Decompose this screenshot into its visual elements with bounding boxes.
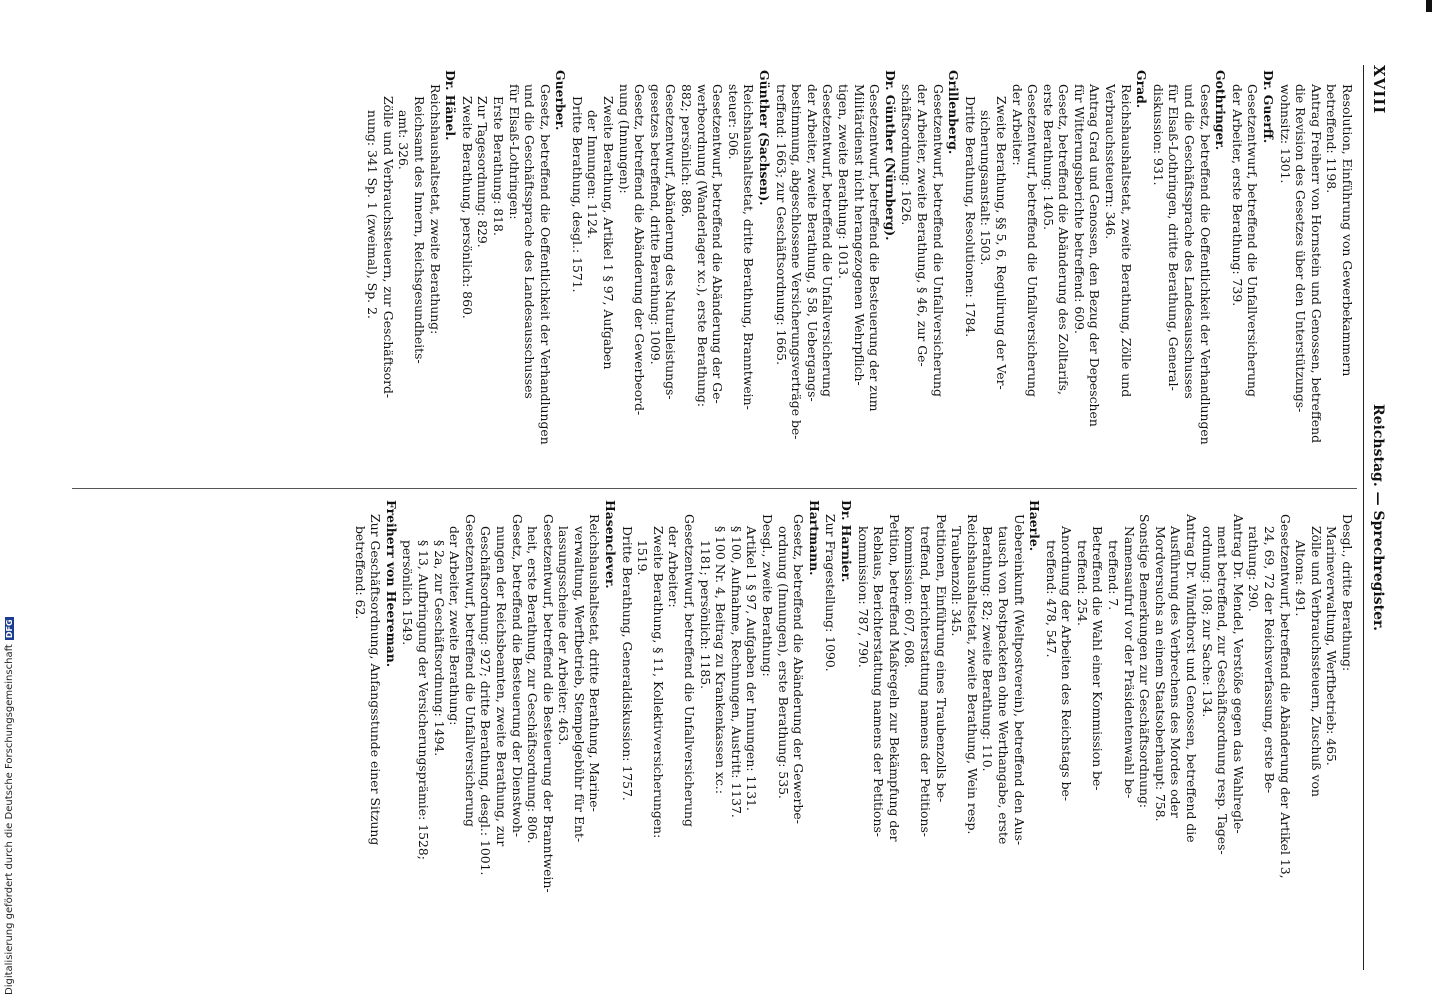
speaker-name: Gothringer. [1213, 70, 1229, 151]
register-entry-line: Gesetzentwurf, betreffend die Unfallversicherung [1245, 84, 1261, 397]
register-entry-line: Antrag Grad und Genossen, den Bezug der Depeschen [1087, 84, 1103, 427]
register-entry-line: diskussion: 931. [1150, 84, 1166, 186]
register-entry-line: schäftsordnung: 1626. [899, 84, 915, 226]
register-entry-line: Gesetzentwurf, betreffend die Besteuerung der zum [867, 84, 883, 412]
register-entry-line: heit, erste Berathung, zur Geschäftsordnung: 806. [525, 526, 541, 844]
register-entry-line: Erste Berathung: 818. [490, 96, 506, 236]
register-entry-line: Dritte Berathung, Generaldiskussion: 1757. [619, 526, 635, 801]
register-entry-line: Militärdienst nicht herangezogenen Wehrpflich- [851, 84, 867, 386]
register-entry-line: Reblaus, Berichterstattung namens der Petitions- [871, 526, 887, 837]
register-entry-line: erste Berathung: 1405. [1040, 84, 1056, 231]
register-entry-line: Zur Fragestellung: 1090. [823, 514, 839, 672]
register-entry-line: Uebereinkunft (Weltpostverein), betreffend den Aus- [1011, 514, 1027, 846]
running-title: Reichstag. — Sprechregister. [1370, 404, 1386, 631]
register-entry-line: betreffend: 1198. [1324, 84, 1340, 194]
register-entry-line: lassungsscheine der Arbeiter: 463. [556, 526, 572, 746]
register-entry-line: Gesetzentwurf, betreffend die Unfallversicherung [930, 84, 946, 397]
register-entry-line: werbeordnung (Wanderlager xc.), erste Berathung: [694, 84, 710, 407]
speaker-name: Hasenclever. [603, 500, 619, 589]
speaker-name: Freiherr von Heereman. [383, 500, 399, 668]
register-entry-line: Zweite Berathung, § 11, Kollektivversicherungen: [650, 526, 666, 839]
register-entry-line: kommission: 607, 608. [902, 526, 918, 668]
register-entry-line: tausch von Postpacketen ohne Werthangabe, erste [995, 526, 1011, 845]
register-entry-line: Gesetzentwurf, Abänderung des Naturalleistungs- [663, 84, 679, 400]
register-entry-line: Gesetz, betreffend die Abänderung der Gewerbeord- [632, 84, 648, 416]
register-entry-line: 24, 69, 72 der Reichsverfassung, erste Be- [1262, 526, 1278, 794]
register-entry-line: amt: 326. [396, 110, 412, 170]
register-entry-line: kommission: 787, 790. [855, 526, 871, 668]
register-entry-line: Petitionen, Einführung eines Traubenzolls be- [933, 514, 949, 803]
register-entry-line: verwaltung, Werftbetrieb, Stempelgebühr für Ent- [571, 526, 587, 843]
page-number: XVIII [1370, 65, 1388, 115]
speaker-name: Grillenberg. [946, 70, 962, 155]
register-entry-line: Zur Geschäftsordnung, Anfangsstunde einer Sitzung [368, 514, 384, 846]
register-entry-line: Zweite Berathung, §§ 5, 6, Regulirung der Ver- [993, 96, 1009, 390]
register-entry-line: der Arbeiter, zweite Berathung, § 58, Uebergangs- [804, 84, 820, 402]
register-entry-line: § 2a, zur Geschäftsordnung: 1494. [431, 540, 447, 757]
register-entry-line: Gesetz, betreffend die Abänderung der Gewerbe- [791, 514, 807, 824]
register-entry-line: bestimmung, abgeschlossene Versicherungsverträge be- [789, 84, 805, 440]
register-entry-line: treffend: 254. [1074, 540, 1090, 626]
register-entry-line: tigen, zweite Berathung: 1013. [836, 84, 851, 279]
register-entry-line: § 100 Nr. 4, Beitrag zu Krankenkassen xc.: [713, 526, 729, 795]
register-entry-line: Anordnung der Arbeiten des Reichstags be- [1059, 526, 1075, 802]
right-column [351, 500, 1354, 918]
speaker-name: Haerle. [1027, 500, 1043, 552]
register-entry-line: Altona: 491. [1293, 540, 1309, 617]
register-entry-line: der Arbeiter: [666, 526, 682, 608]
register-entry-line: Gesetzentwurf, betreffend die Besteuerung der Branntwein- [540, 514, 556, 893]
register-entry-line: Antrag Dr. Mendel, Verstöße gegen das Wahlregle- [1230, 514, 1246, 834]
register-entry-line: für Elsaß-Lothringen: [506, 84, 522, 220]
register-entry-line: ordnung: 108; zur Sache: 134. [1199, 526, 1215, 718]
edge-mark [1426, 0, 1432, 12]
register-entry-line: Petition, betreffend Maßregeln zur Bekämpfung der [886, 514, 902, 842]
register-entry-line: Antrag Freiherr von Hornstein und Genossen, betreffend [1308, 84, 1324, 444]
register-entry-line: Reichsamt des Innern, Reichsgesundheits- [411, 96, 427, 364]
register-entry-line: für Elsaß-Lothringen, dritte Berathung, General- [1166, 84, 1182, 391]
register-entry-line: für Witterungsberichte betreffend: 609. [1071, 84, 1087, 334]
register-entry-line: ordnung (Innungen), erste Berathung: 535. [775, 526, 791, 799]
speaker-name: Günther (Sachsen). [757, 70, 773, 206]
speaker-name: Dr. Hänel. [443, 70, 459, 141]
register-entry-line: Gesetz, betreffend die Oeffentlichkeit der Verhandlungen [1197, 84, 1213, 445]
speaker-name: Dr. Günther (Nürnberg). [882, 70, 898, 241]
register-entry-line: sicherungsanstalt: 1503. [978, 110, 994, 266]
register-entry-line: Reichshaushaltsetat, zweite Berathung: [427, 84, 443, 335]
register-entry-line: Mordversuchs an einem Staatsoberhaupt: 758. [1152, 526, 1168, 822]
register-entry-line: steuer: 506. [725, 84, 741, 160]
register-entry-line: nung: 341 Sp. 1 (zweimal), Sp. 2. [365, 110, 381, 319]
register-entry-line: nungen der Reichsbeamten, zweite Berathung, zur [493, 526, 509, 847]
register-entry-line: der Innungen: 1124. [585, 110, 601, 239]
register-entry-line: der Arbeiter, zweite Berathung: [447, 526, 463, 726]
speaker-name: Guerber. [553, 70, 569, 131]
register-entry-line: der Arbeiter, zweite Berathung, § 46, zur Ge- [914, 84, 930, 367]
register-entry-line: Gesetz, betreffend die Abänderung des Zolltarifs, [1056, 84, 1072, 395]
register-entry-line: Artikel 1 § 97, Aufgaben der Innungen: 1131. [744, 526, 760, 811]
register-entry-line: der Arbeiter: [1009, 84, 1025, 166]
register-entry-line: Gesetz, betreffend die Oeffentlichkeit der Verhandlungen [537, 84, 553, 445]
register-entry-line: Reichshaushaltsetat, zweite Berathung, Zölle und [1118, 84, 1134, 398]
register-entry-line: rathung: 290. [1246, 526, 1262, 612]
register-entry-line: Resolution, Einführung von Gewerbekammern [1340, 84, 1355, 377]
register-entry-line: 882; persönlich: 886. [679, 84, 695, 218]
register-entry-line: Zölle und Verbrauchssteuern, zur Geschäftsord- [380, 96, 396, 399]
register-entry-line: § 13, Aufbringung der Versicherungsprämie: 1528; [415, 540, 431, 860]
register-entry-line: Betreffend die Wahl einer Kommission be- [1090, 526, 1106, 791]
register-entry-line: nung (Innungen): [616, 84, 632, 194]
dfg-logo: DFG [5, 619, 14, 639]
register-entry-line: der Arbeiter, erste Berathung: 739. [1229, 84, 1245, 307]
page-header [1363, 65, 1390, 970]
register-entry-line: Reichshaushaltsetat, dritte Berathung, Branntwein- [741, 84, 757, 410]
register-entry-line: persönlich 1549. [400, 540, 416, 646]
register-entry-line: Zweite Berathung, Artikel 1 § 97, Aufgaben [601, 96, 617, 370]
register-entry-line: Zölle und Verbrauchssteuern, Zuschuß von [1308, 526, 1324, 797]
register-entry-line: die Revision des Gesetzes über den Unterstützungs- [1293, 84, 1309, 413]
register-entry-line: Verbrauchssteuern: 346. [1103, 84, 1119, 240]
register-entry-line: treffend, Berichterstattung namens der Petitions- [917, 526, 933, 837]
register-entry-line: Reichshaushaltsetat, zweite Berathung, Wein resp. [964, 514, 980, 835]
register-entry-line: Desgl., dritte Berathung: [1340, 514, 1355, 672]
speaker-name: Dr. Harnier. [839, 500, 854, 583]
register-entry-line: Marineverwaltung, Werftbetrieb: 465. [1324, 526, 1340, 766]
register-entry-line: Gesetz, betreffend die Besteuerung der Dienstwoh- [509, 514, 525, 838]
register-entry-line: Dritte Berathung, Resolutionen: 1784. [962, 96, 978, 338]
register-entry-line: Gesetzentwurf, betreffend die Unfallversicherung [682, 514, 698, 827]
register-entry-line: Gesetzentwurf, betreffend die Unfallversicherung [462, 514, 478, 827]
register-entry-line: Ausführung des Verbrechens des Mordes oder [1168, 526, 1184, 818]
register-entry-line: Berathung: 82; zweite Berathung: 110. [980, 526, 996, 772]
register-entry-line: Traubenzoll: 345. [949, 526, 965, 637]
left-column [364, 70, 1354, 488]
register-entry-line: Namensaufruf vor der Präsidentenwahl be- [1121, 526, 1137, 799]
register-entry-line: Dritte Berathung, desgl.: 1571. [569, 96, 585, 293]
register-entry-line: und die Geschäftssprache des Landesausschusses [522, 84, 538, 399]
register-entry-line: Gesetzentwurf, betreffend die Unfallversicherung [1025, 84, 1041, 397]
register-entry-line: und die Geschäftssprache des Landesausschusses [1182, 84, 1198, 399]
register-entry-line: Gesetzentwurf, betreffend die Unfallversicherung [820, 84, 836, 397]
register-entry-line: ment betreffend, zur Geschäftsordnung resp. Tages- [1215, 526, 1231, 855]
speaker-name: Grad. [1134, 70, 1150, 109]
footer-credit [4, 395, 15, 995]
register-entry-line: gesetzes betreffend, dritte Berathung: 1009. [647, 84, 663, 365]
register-entry-line: 1181; persönlich: 1185. [697, 540, 713, 690]
register-entry-line: Zweite Berathung, persönlich: 860. [459, 96, 475, 319]
register-entry-line: Geschäftsordnung: 927; dritte Berathung, desgl.: 1001. [478, 526, 494, 876]
footer-credit-text: Digitalisierung gefördert durch die Deutsche Forschungsgemeinschaft [4, 644, 15, 995]
register-entry-line: treffend: 1663; zur Geschäftsordnung: 1665. [773, 84, 789, 366]
register-entry-line: Zur Tagesordnung: 829. [475, 96, 491, 248]
register-entry-line: Desgl., zweite Berathung: [760, 514, 776, 677]
speaker-name: Hartmann. [806, 500, 822, 576]
register-entry-line: treffend: 7. [1106, 540, 1122, 611]
register-entry-line: Reichshaushaltsetat, dritte Berathung, Marine- [587, 514, 603, 812]
column-divider [72, 488, 1357, 489]
speaker-name: Dr. Guerff. [1261, 70, 1277, 144]
register-entry-line: 1519. [635, 540, 651, 576]
register-entry-line: Gesetzentwurf, betreffend die Abänderung der Artikel 13, [1277, 514, 1293, 879]
register-entry-line: Antrag Dr. Windthorst und Genossen, betreffend die [1184, 514, 1200, 843]
register-entry-line: Sonstige Bemerkungen zur Geschäftsordnung: [1137, 514, 1153, 809]
register-entry-line: § 100, Aufnahme, Rechnungen, Austritt: 1137. [728, 526, 744, 818]
register-entry-line: Gesetzentwurf, betreffend die Abänderung der Ge- [710, 84, 726, 404]
register-entry-line: treffend: 478, 547. [1043, 540, 1059, 658]
register-entry-line: betreffend: 62. [352, 526, 368, 620]
register-entry-line: wohnsitz: 1301. [1277, 84, 1293, 184]
